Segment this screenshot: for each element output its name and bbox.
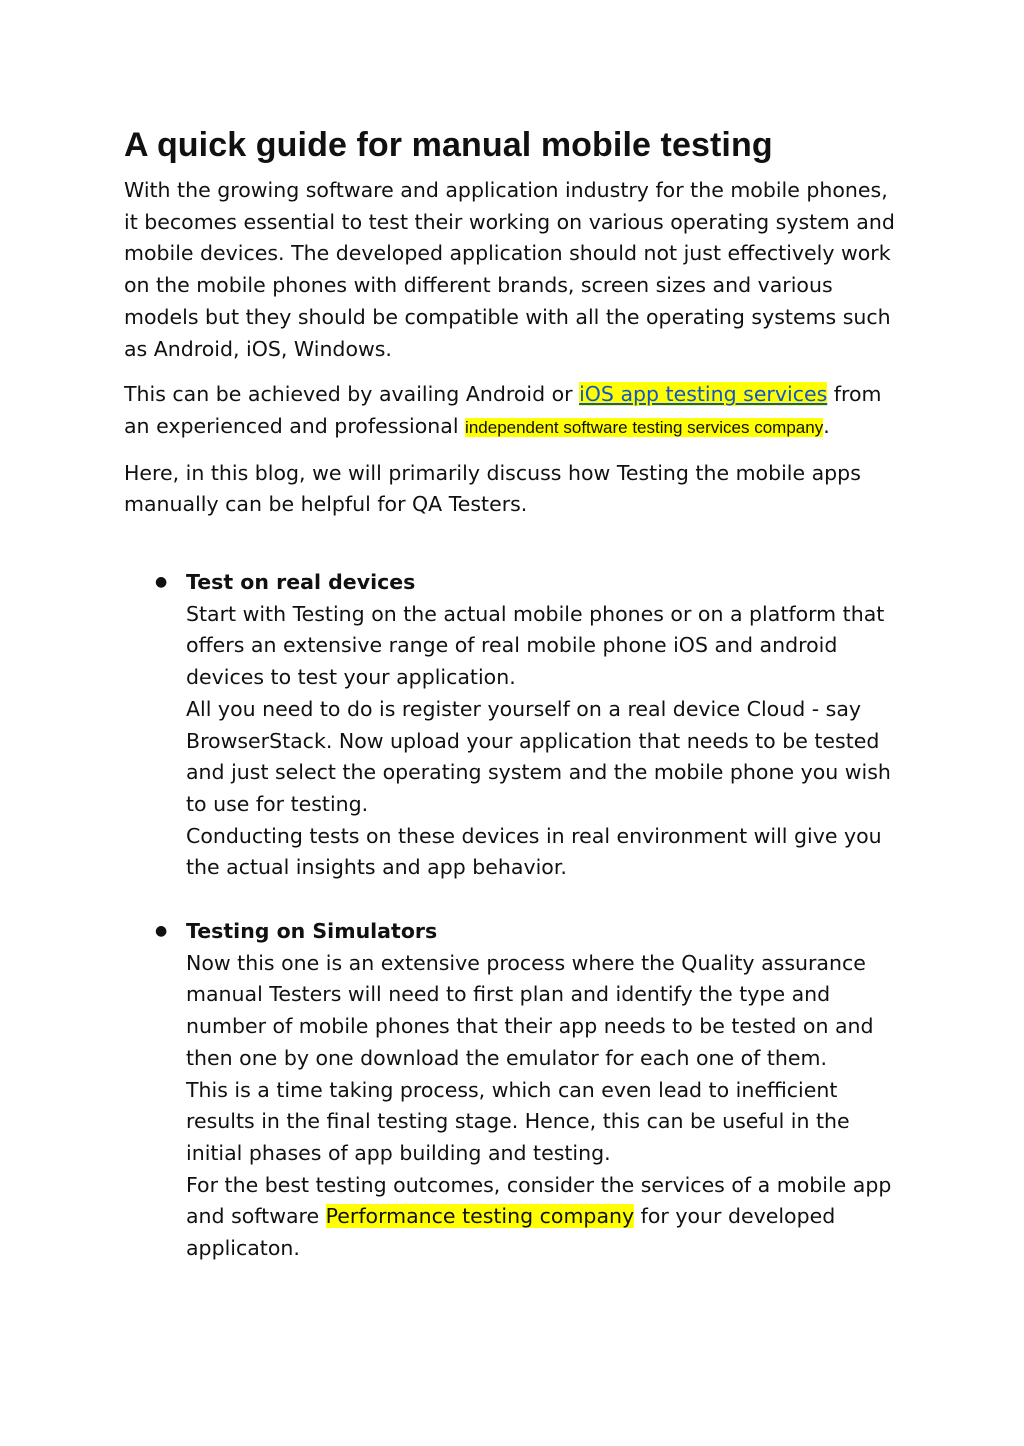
testing-company-highlight: independent software testing services company xyxy=(465,417,824,437)
closing-text-end: for your developed applicaton. xyxy=(186,1204,836,1261)
closing-text-start: For the best testing outcomes, consider the services of a mobile app and software xyxy=(186,1172,892,1229)
list-item-text: Conducting tests on these devices in real environment will give you the actual insights and app behavior. xyxy=(186,823,882,880)
bullet-icon: ● xyxy=(155,923,168,940)
ios-testing-services-link[interactable]: iOS app testing services xyxy=(579,382,828,407)
list-item-text xyxy=(186,1170,904,1265)
blog-intro-paragraph: Here, in this blog, we will primarily discuss how Testing the mobile apps manually can be helpful for QA Testers. xyxy=(124,460,861,517)
list-item-text: Now this one is an extensive process where the Quality assurance manual Testers will need to first plan and identify the type and number of mobile phones that their app needs to be tested on and then one by one download the emulator for each one of them. xyxy=(186,950,874,1070)
list-item xyxy=(124,916,904,1265)
list-item-text: All you need to do is register yourself on a real device Cloud - say BrowserStack. Now upload your application that needs to be tested and just select the operating system and the mobile phone you wish to use for testing. xyxy=(186,696,891,816)
list-item-title: Testing on Simulators xyxy=(186,919,438,944)
list-item-text: Start with Testing on the actual mobile phones or on a platform that offers an extensive range of real mobile phone iOS and android devices to test your application. xyxy=(186,601,885,690)
services-text-end: . xyxy=(823,413,830,438)
document-title: A quick guide for manual mobile testing xyxy=(124,126,773,164)
services-text-middle: from an experienced and professional xyxy=(124,382,882,438)
services-paragraph xyxy=(124,379,904,443)
intro-paragraph: With the growing software and application industry for the mobile phones, it becomes essential to test their working on various operating system and mobile devices. The developed application should not just effectively work on the mobile phones with different brands, screen sizes and various models but they should be compatible with all the operating systems such as Android, iOS, Windows. xyxy=(124,178,895,361)
bullet-icon: ● xyxy=(155,574,168,591)
list-item-text: This is a time taking process, which can even lead to inefficient results in the final testing stage. Hence, this can be useful in the initial phases of app building and testing. xyxy=(186,1077,850,1165)
list-item-title: Test on real devices xyxy=(186,570,416,595)
performance-testing-highlight: Performance testing company xyxy=(325,1204,635,1229)
list-item xyxy=(124,567,904,884)
services-text-start: This can be achieved by availing Android or xyxy=(124,382,580,407)
testing-tips-list xyxy=(124,567,904,1265)
document-body xyxy=(124,122,904,1265)
